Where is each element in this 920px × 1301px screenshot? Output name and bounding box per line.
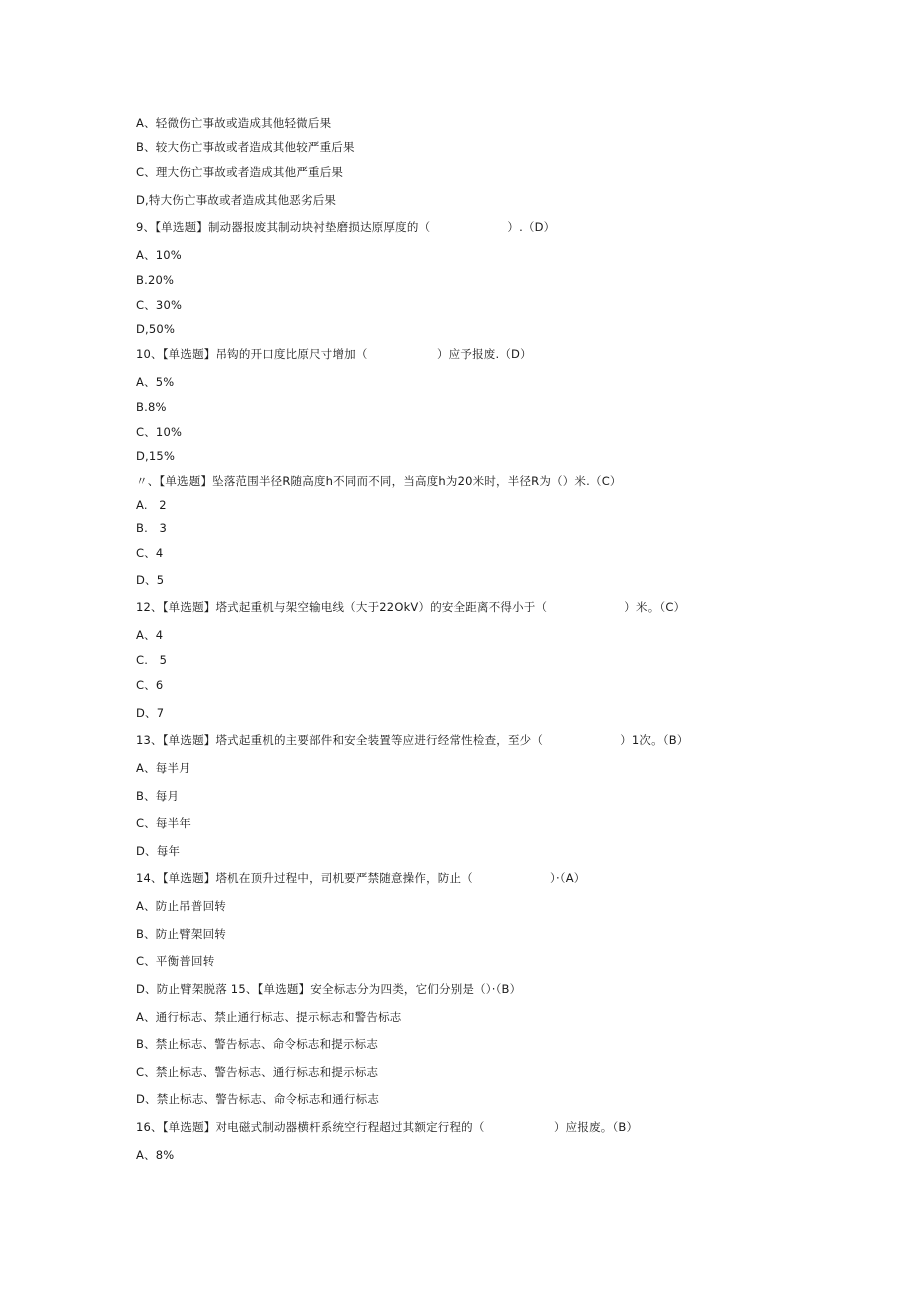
text-line: D,50% xyxy=(136,322,176,336)
text-line: B、较大伤亡事故或者造成其他较严重后果 xyxy=(136,140,355,154)
text-line: C、10% xyxy=(136,425,183,439)
question-10: 10、【单选题】吊钩的开口度比原尺寸增加（ ）应予报废.（D） xyxy=(136,347,532,361)
text-line: B、禁止标志、警告标志、命令标志和提示标志 xyxy=(136,1037,379,1051)
text-line: C. 5 xyxy=(136,653,168,667)
text-line: A、轻微伤亡事故或造成其他轻微后果 xyxy=(136,116,332,130)
text-line: A、防止吊普回转 xyxy=(136,899,226,913)
text-line: C、禁止标志、警告标志、通行标志和提示标志 xyxy=(136,1065,379,1079)
text-line: A、每半月 xyxy=(136,761,191,775)
text-line: C、理大伤亡事故或者造成其他严重后果 xyxy=(136,165,344,179)
text-line: A. 2 xyxy=(136,498,167,512)
question-13: 13、【单选题】塔式起重机的主要部件和安全装置等应进行经常性检查，至少（ ）1次。（B） xyxy=(136,733,689,747)
question-11: 〃、【单选题】坠落范围半径R随高度h不同而不同，当高度h为20米时，半径R为（）米.（C） xyxy=(136,474,622,488)
text-line: A、8% xyxy=(136,1148,175,1162)
question-12: 12、【单选题】塔式起重机与架空输电线（大于22OkV）的安全距离不得小于（ ）米。（C） xyxy=(136,600,686,614)
text-line: D、禁止标志、警告标志、命令标志和通行标志 xyxy=(136,1092,380,1106)
text-line: D、每年 xyxy=(136,844,181,858)
text-line: C、30% xyxy=(136,298,183,312)
text-line: B.20% xyxy=(136,273,175,287)
text-line: B.8% xyxy=(136,400,167,414)
text-line: B. 3 xyxy=(136,521,168,535)
text-line: D,特大伤亡事故或者造成其他恶劣后果 xyxy=(136,193,337,207)
text-line: A、10% xyxy=(136,248,182,262)
text-line: A、通行标志、禁止通行标志、提示标志和警告标志 xyxy=(136,1010,402,1024)
text-line: A、5% xyxy=(136,375,175,389)
text-line: C、6 xyxy=(136,678,164,692)
question-14: 14、【单选题】塔机在顶升过程中，司机要严禁随意操作，防止（ ）·（A） xyxy=(136,871,586,885)
text-line: A、4 xyxy=(136,628,164,642)
text-line: D,15% xyxy=(136,449,176,463)
text-line: C、4 xyxy=(136,546,164,560)
text-line: C、平衡普回转 xyxy=(136,954,215,968)
text-line: D、7 xyxy=(136,706,165,720)
text-line: B、每月 xyxy=(136,789,180,803)
question-16: 16、【单选题】对电磁式制动器横杆系统空行程超过其额定行程的（ ）应报废。（B） xyxy=(136,1120,639,1134)
question-15: D、防止臂架脱落 15、【单选题】安全标志分为四类，它们分别是（）·（B） xyxy=(136,982,522,996)
question-9: 9、【单选题】制动器报废其制动块衬垫磨损达原厚度的（ ）.（D） xyxy=(136,220,556,234)
text-line: C、每半年 xyxy=(136,816,192,830)
text-line: D、5 xyxy=(136,573,165,587)
text-line: B、防止臂架回转 xyxy=(136,927,226,941)
